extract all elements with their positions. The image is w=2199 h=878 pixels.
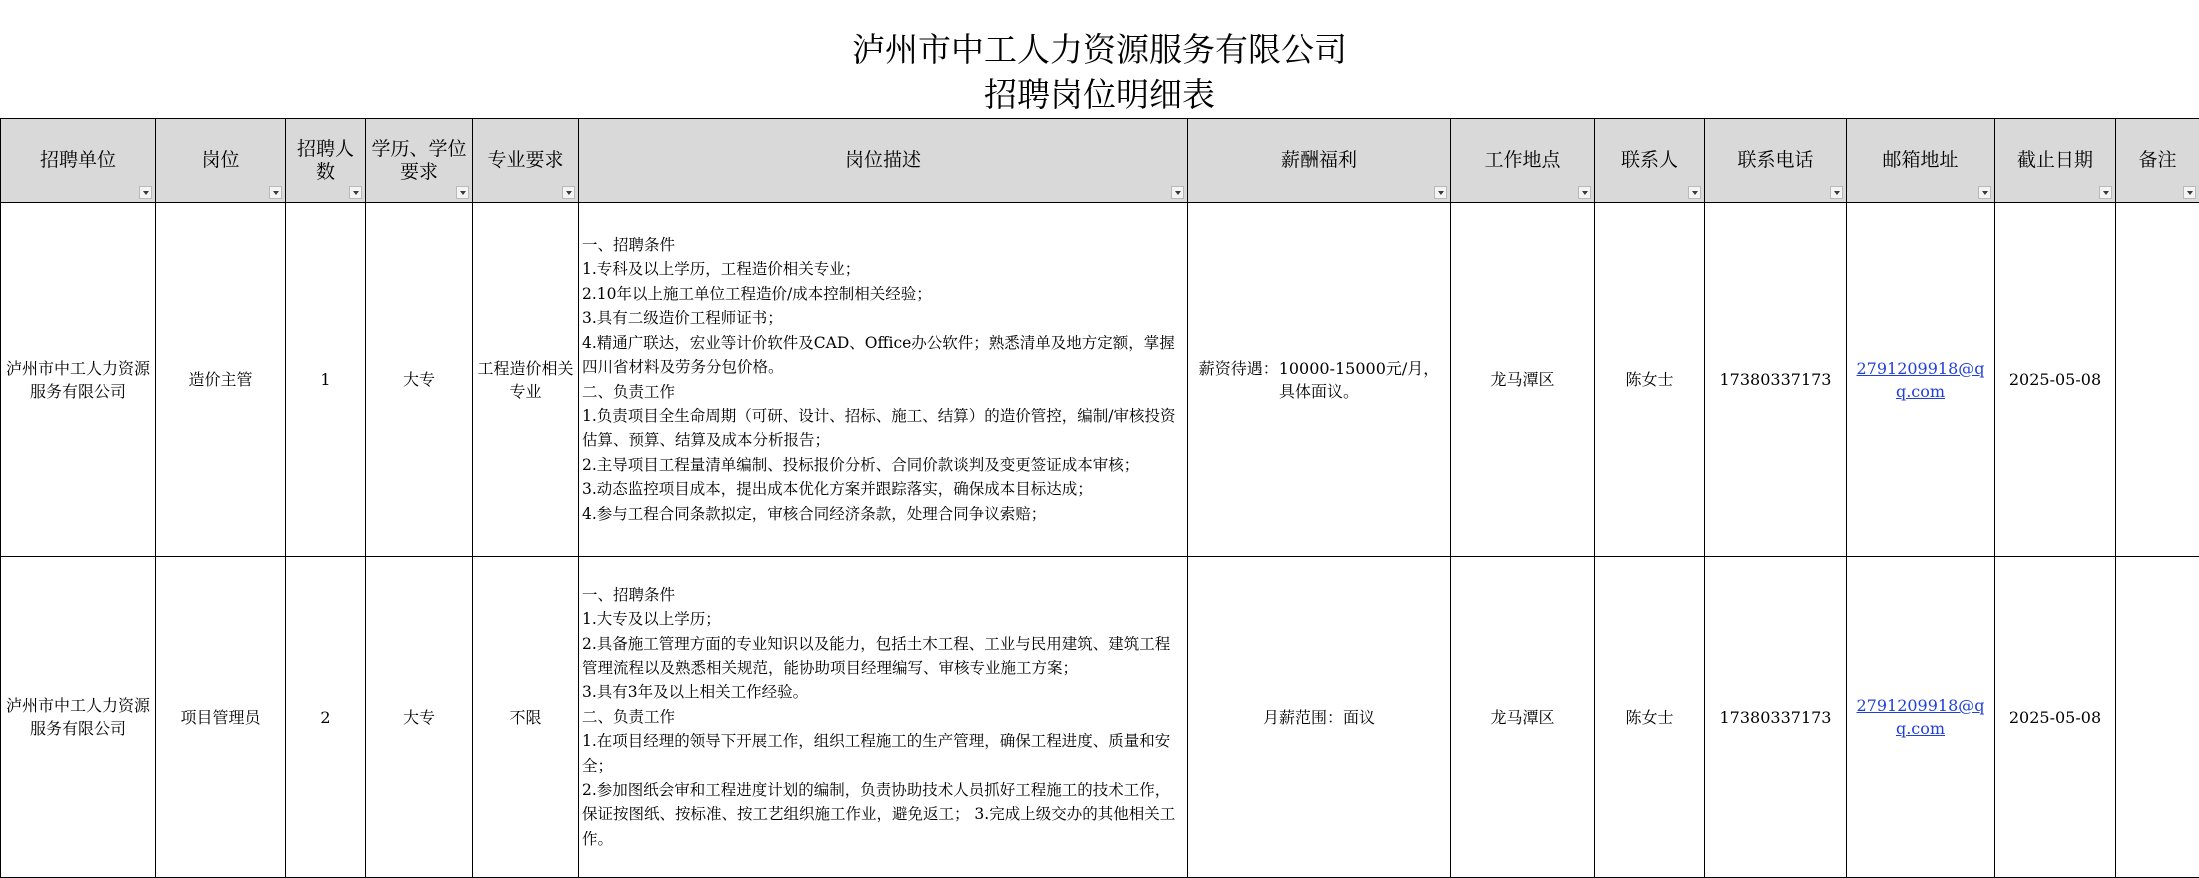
- filter-dropdown-icon[interactable]: [1434, 186, 1447, 199]
- cell-email[interactable]: [1847, 557, 1995, 878]
- cell-description[interactable]: [579, 203, 1188, 557]
- description-line: 一、招聘条件: [582, 233, 1184, 257]
- cell-remark[interactable]: [2116, 203, 2199, 557]
- header-row: [1, 119, 2199, 203]
- description-line: 3.具有3年及以上相关工作经验。: [582, 680, 1184, 704]
- page-title: 泸州市中工人力资源服务有限公司: [0, 28, 2199, 72]
- description-line: 3.动态监控项目成本，提出成本优化方案并跟踪落实，确保成本目标达成；: [582, 477, 1184, 501]
- email-link[interactable]: 2791209918@qq.com: [1856, 696, 1984, 738]
- cell-salary[interactable]: 薪资待遇：10000-15000元/月，具体面议。: [1188, 203, 1451, 557]
- description-line: 二、负责工作: [582, 705, 1184, 729]
- header-email[interactable]: 邮箱地址: [1847, 119, 1995, 203]
- cell-phone[interactable]: 17380337173: [1705, 557, 1847, 878]
- cell-location[interactable]: 龙马潭区: [1451, 557, 1595, 878]
- cell-email[interactable]: [1847, 203, 1995, 557]
- cell-contact[interactable]: 陈女士: [1595, 203, 1705, 557]
- cell-description[interactable]: [579, 557, 1188, 878]
- cell-major[interactable]: 工程造价相关专业: [473, 203, 579, 557]
- cell-major[interactable]: 不限: [473, 557, 579, 878]
- cell-count[interactable]: 2: [286, 557, 366, 878]
- description-line: 4.参与工程合同条款拟定，审核合同经济条款，处理合同争议索赔；: [582, 502, 1184, 526]
- header-description[interactable]: 岗位描述: [579, 119, 1188, 203]
- cell-education[interactable]: 大专: [366, 203, 473, 557]
- header-phone[interactable]: 联系电话: [1705, 119, 1847, 203]
- description-line: 1.大专及以上学历；: [582, 607, 1184, 631]
- filter-dropdown-icon[interactable]: [1578, 186, 1591, 199]
- header-major[interactable]: 专业要求: [473, 119, 579, 203]
- email-link[interactable]: 2791209918@qq.com: [1856, 359, 1984, 401]
- cell-remark[interactable]: [2116, 557, 2199, 878]
- description-line: 一、招聘条件: [582, 583, 1184, 607]
- filter-dropdown-icon[interactable]: [2183, 186, 2196, 199]
- cell-contact[interactable]: 陈女士: [1595, 557, 1705, 878]
- description-line: 2.10年以上施工单位工程造价/成本控制相关经验；: [582, 282, 1184, 306]
- cell-phone[interactable]: 17380337173: [1705, 203, 1847, 557]
- filter-dropdown-icon[interactable]: [349, 186, 362, 199]
- header-salary[interactable]: 薪酬福利: [1188, 119, 1451, 203]
- header-deadline[interactable]: 截止日期: [1995, 119, 2116, 203]
- cell-salary[interactable]: 月薪范围：面议: [1188, 557, 1451, 878]
- filter-dropdown-icon[interactable]: [139, 186, 152, 199]
- cell-position[interactable]: 造价主管: [156, 203, 286, 557]
- table-row: [1, 557, 2199, 878]
- filter-dropdown-icon[interactable]: [1830, 186, 1843, 199]
- filter-dropdown-icon[interactable]: [562, 186, 575, 199]
- header-unit[interactable]: 招聘单位: [1, 119, 156, 203]
- filter-dropdown-icon[interactable]: [269, 186, 282, 199]
- cell-education[interactable]: 大专: [366, 557, 473, 878]
- page-subtitle: 招聘岗位明细表: [0, 73, 2199, 117]
- filter-dropdown-icon[interactable]: [1688, 186, 1701, 199]
- description-line: 2.具备施工管理方面的专业知识以及能力，包括土木工程、工业与民用建筑、建筑工程管理流程以及熟悉相关规范，能协助项目经理编写、审核专业施工方案；: [582, 632, 1184, 681]
- cell-location[interactable]: 龙马潭区: [1451, 203, 1595, 557]
- cell-deadline[interactable]: 2025-05-08: [1995, 203, 2116, 557]
- description-line: 1.负责项目全生命周期（可研、设计、招标、施工、结算）的造价管控，编制/审核投资估算、预算、结算及成本分析报告；: [582, 404, 1184, 453]
- description-line: 1.在项目经理的领导下开展工作，组织工程施工的生产管理，确保工程进度、质量和安全；: [582, 729, 1184, 778]
- cell-position[interactable]: 项目管理员: [156, 557, 286, 878]
- header-location[interactable]: 工作地点: [1451, 119, 1595, 203]
- header-position[interactable]: 岗位: [156, 119, 286, 203]
- job-table: [0, 118, 2199, 878]
- header-contact[interactable]: 联系人: [1595, 119, 1705, 203]
- header-count[interactable]: 招聘人数: [286, 119, 366, 203]
- filter-dropdown-icon[interactable]: [1171, 186, 1184, 199]
- filter-dropdown-icon[interactable]: [456, 186, 469, 199]
- description-line: 2.参加图纸会审和工程进度计划的编制，负责协助技术人员抓好工程施工的技术工作，保证按图纸、按标准、按工艺组织施工作业，避免返工； 3.完成上级交办的其他相关工作。: [582, 778, 1184, 851]
- header-education[interactable]: 学历、学位要求: [366, 119, 473, 203]
- table-row: [1, 203, 2199, 557]
- cell-unit[interactable]: 泸州市中工人力资源服务有限公司: [1, 203, 156, 557]
- cell-deadline[interactable]: 2025-05-08: [1995, 557, 2116, 878]
- description-line: 1.专科及以上学历，工程造价相关专业；: [582, 257, 1184, 281]
- description-line: 二、负责工作: [582, 380, 1184, 404]
- cell-count[interactable]: 1: [286, 203, 366, 557]
- filter-dropdown-icon[interactable]: [1978, 186, 1991, 199]
- header-remark[interactable]: 备注: [2116, 119, 2199, 203]
- description-line: 2.主导项目工程量清单编制、投标报价分析、合同价款谈判及变更签证成本审核；: [582, 453, 1184, 477]
- description-line: 3.具有二级造价工程师证书；: [582, 306, 1184, 330]
- description-line: 4.精通广联达，宏业等计价软件及CAD、Office办公软件；熟悉清单及地方定额，掌握四川省材料及劳务分包价格。: [582, 331, 1184, 380]
- cell-unit[interactable]: 泸州市中工人力资源服务有限公司: [1, 557, 156, 878]
- filter-dropdown-icon[interactable]: [2099, 186, 2112, 199]
